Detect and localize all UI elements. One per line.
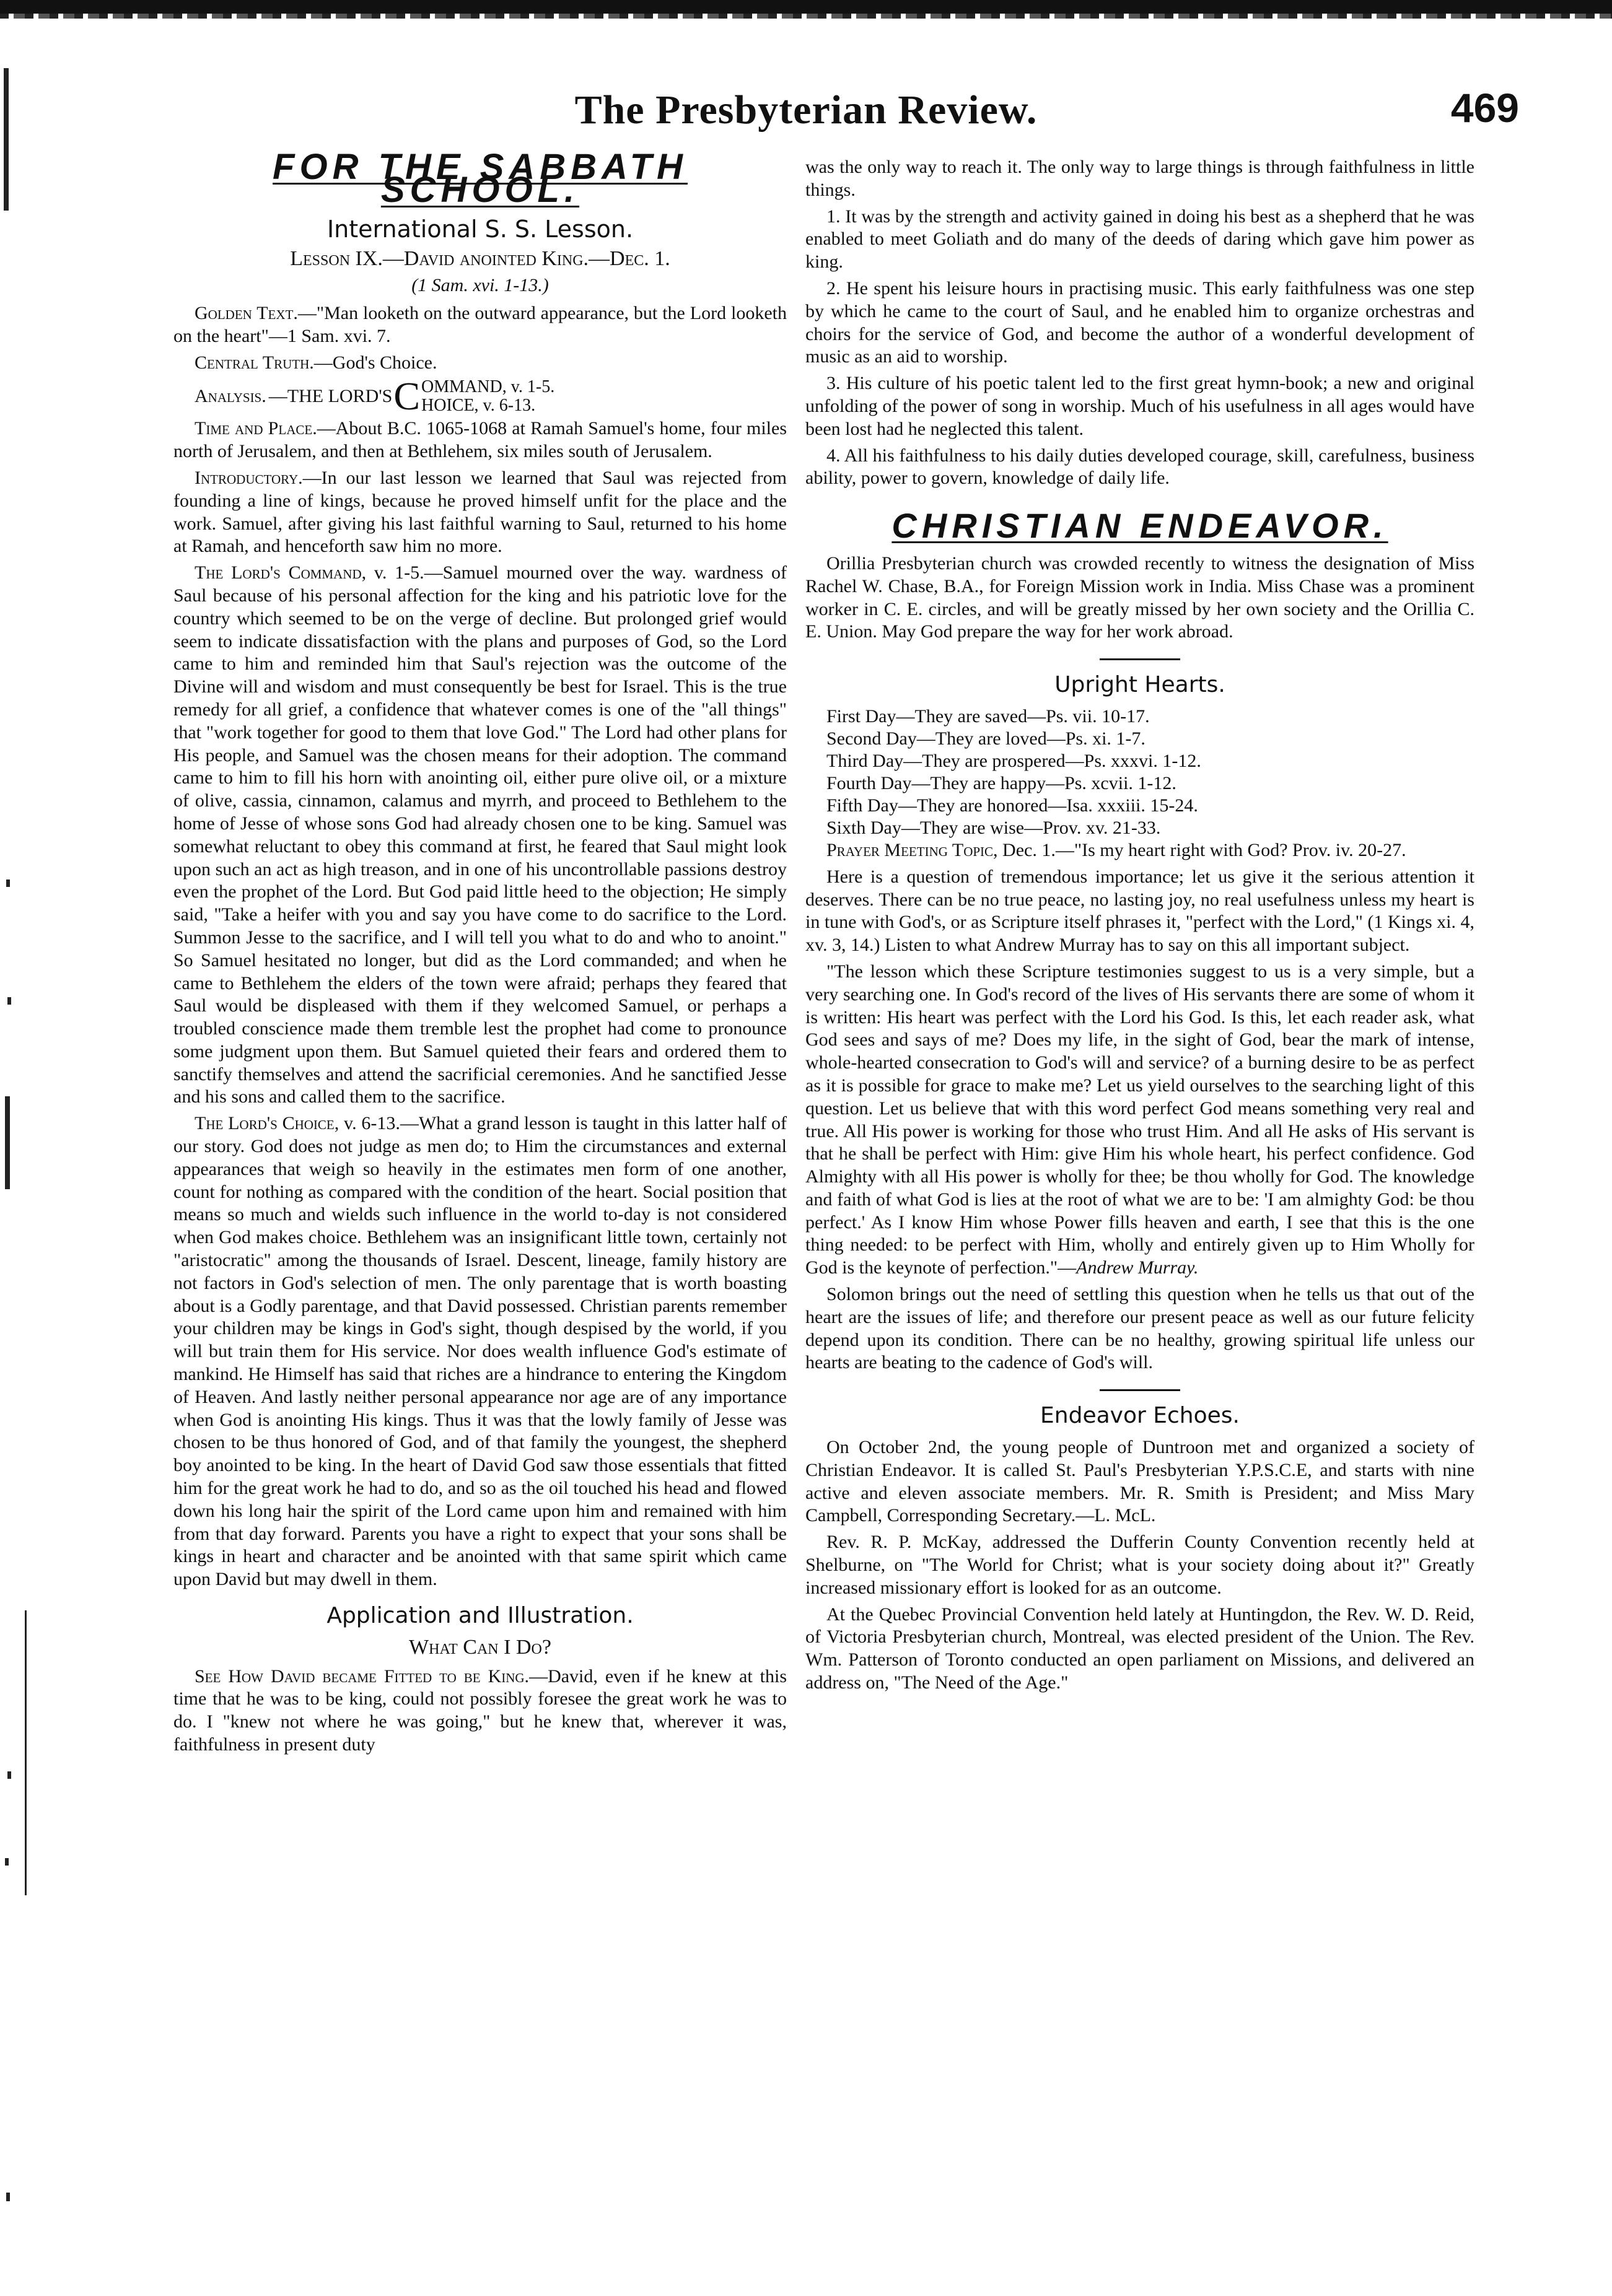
lesson-line: Lesson IX.—David anointed King.—Dec. 1. <box>290 247 670 271</box>
time-body: —About B.C. 1065-1068 at Ramah Samuel's home, four miles north of Jerusalem, and then at Bethlehem, six miles south of Jerusalem. <box>173 418 787 462</box>
divider <box>1100 1389 1180 1391</box>
day-reading: First Day—They are saved—Ps. vii. 10-17. <box>826 705 1150 727</box>
paragraph-solomon: Solomon brings out the need of settling this question when he tells us that out of the heart are the issues of life; and therefore our present peace as well as our future felicity depend upon its condition. There can be no healthy, growing spiritual life unless our hearts are beating to the cadence of God's will. <box>805 1284 1474 1373</box>
central-label: Central Truth. <box>195 352 314 373</box>
upright-hearts-heading: Upright Hearts. <box>1054 672 1225 698</box>
choice-body: v. 6-13.—What a grand lesson is taught in this latter half of our story. God does not judge as men do; to Him the circumstances and external appearances that weigh so heavily in the estimates men form of one another, count for nothing as compared with the condition of the heart. Social position that means so much and wields such influence in the world to-day is not considered when God makes choice. Bethlehem was an insignificant little town, certainly not "aristocratic" among the thousands of Israel. Descent, lineage, family history are not factors in God's selection of men. The only parentage that is worth boasting about is a Godly parentage, and that David possessed. Christian parents remember your children may be kings in God's sight, though despised by the world, if you will but train them for His service. Nor does wealth influence God's estimate of mankind. He Himself has said that riches are a hindrance to entering the Kingdom of Heaven. And lastly neither personal appearance nor age are of any importance when God is anointing His kings. Thus it was that the lowly family of Jesse was chosen to be thus honored of God, and of that family the youngest, the shepherd boy anointed to be king. In the heart of David God saw those essentials that fitted him for the great work he had to do, and so as the oil touched his head and flowed down his long hair the spirit of the Lord came upon him and remained with him from that day forward. Parents you have a right to expect that your sons shall be kings in heart and character and be anointed with that same spirit which came upon David but may dwell in them. <box>173 1113 787 1590</box>
day-reading: Third Day—They are prospered—Ps. xxxvi. 1-12. <box>826 750 1201 771</box>
sabbath-school-title: FOR THE SABBATH SCHOOL. <box>273 147 688 210</box>
see-how-david <box>173 1665 787 1757</box>
see-body: —David, even if he knew at this time that he was to be king, could not possibly foresee the great work he was to do. I "knew not where he was going," but he knew that, wherever it was, faithfulness in present duty <box>173 1665 787 1755</box>
christian-endeavor-title: CHRISTIAN ENDEAVOR. <box>891 506 1388 546</box>
top-scan-border <box>0 14 1612 19</box>
murray-attribution: Andrew Murray. <box>1076 1257 1199 1278</box>
intro-body: —In our last lesson we learned that Saul was rejected from founding a line of kings, because he proved himself unfit for the place and the work. Samuel, after giving his last faithful warning to Saul, returned to his home at Ramah, and henceforth saw him no more. <box>173 467 787 557</box>
right-column <box>805 156 1474 1698</box>
lesson-subhead: International S. S. Lesson. <box>326 215 634 243</box>
lords-command <box>173 562 787 1109</box>
continuation: was the only way to reach it. The only way to large things is through faithfulness in little things. <box>805 157 1474 200</box>
central-body: —God's Choice. <box>313 352 437 373</box>
prayer-label: Prayer Meeting Topic, <box>826 839 998 860</box>
analysis-prefix: —THE LORD'S <box>268 385 393 406</box>
intro-label: Introductory. <box>195 467 303 488</box>
analysis-bottom: HOICE, v. 6-13. <box>421 396 536 416</box>
running-title: The Presbyterian Review. <box>574 87 1038 133</box>
echo-mckay: Rev. R. P. McKay, addressed the Dufferin County Convention recently held at Shelburne, on "The World for Christ; what is your society doing about it?" Greatly increased missionary effort is looked for as an outcome. <box>805 1532 1474 1598</box>
application-subheading: What Can I Do? <box>409 1635 551 1659</box>
day-reading: Second Day—They are loved—Ps. xi. 1-7. <box>826 728 1145 749</box>
murray-body: "The lesson which these Scripture testimonies suggest to us is a very simple, but a very searching one. In God's record of the lives of His servants there are some of whom it is written: His heart was perfect with the Lord his God. Is this, let each reader ask, what God sees and says of me? Does my life, in the sight of God, bear the mark of intense, whole-hearted consecration to God's will and service? of a burning desire to be as perfect as it is possible for grace to make me? Let us yield ourselves to the searching light of this question. Let us believe that with this word perfect God means something very real and true. All His power is working for those who trust Him. And all He asks of His servant is that he shall be perfect with Him: give Him his whole heart, his perfect confidence. God Almighty with all His power is wholly for thee; be thou wholly for God. The knowledge and faith of what God is lies at the root of what we are to be: 'I am almighty God: be thou perfect.' As I know Him whose Power fills heaven and earth, I see that this is the one thing needed: to be perfect with Him, wholly and entirely given up to Him Wholly for God is the keynote of perfection."— <box>805 961 1474 1278</box>
echo-duntroon: On October 2nd, the young people of Duntroon met and organized a society of Christian Endeavor. It is called St. Paul's Presbyterian Y.P.S.C.E, and starts with nine active and eleven associate members. Mr. R. Smith is President; and Miss Mary Campbell, Corresponding Secretary.—L. McL. <box>805 1437 1474 1526</box>
analysis-brace-letter: C <box>393 374 421 419</box>
scripture-ref: (1 Sam. xvi. 1-13.) <box>411 275 549 296</box>
golden-text <box>173 302 787 348</box>
see-label: See How David became Fitted to be King. <box>195 1665 530 1687</box>
point-4: 4. All his faithfulness to his daily duties developed courage, skill, carefulness, business ability, power to govern, knowledge of daily life. <box>805 445 1474 489</box>
left-column <box>173 147 787 1760</box>
analysis-top: OMMAND, v. 1-5. <box>421 377 555 397</box>
top-scan-edge <box>0 0 1612 14</box>
command-label: The Lord's Command, <box>195 562 367 583</box>
day-reading: Fourth Day—They are happy—Ps. xcvii. 1-12. <box>826 772 1176 793</box>
point-1: 1. It was by the strength and activity gained in doing his best as a shepherd that he was enabled to meet Goliath and do many of the deeds of daring which gave him power as king. <box>805 206 1474 273</box>
analysis-stack <box>421 378 554 415</box>
lords-choice <box>173 1112 787 1591</box>
page-header <box>0 87 1612 142</box>
orillia-paragraph: Orillia Presbyterian church was crowded recently to witness the designation of Miss Rachel W. Chase, B.A., for Foreign Mission work in India. Miss Chase was a prominent worker in C. E. circles, and will be greatly missed by her own society and the Orillia C. E. Union. May God prepare the way for her work abroad. <box>805 552 1474 642</box>
analysis-label: Analysis. <box>195 385 266 406</box>
prayer-topic <box>805 839 1474 862</box>
central-truth <box>173 352 787 375</box>
day-reading: Sixth Day—They are wise—Prov. xv. 21-33. <box>826 817 1161 838</box>
time-and-place <box>173 417 787 463</box>
page-number: 469 <box>1450 85 1519 131</box>
endeavor-echoes-heading: Endeavor Echoes. <box>1040 1403 1240 1429</box>
divider <box>1100 658 1180 660</box>
choice-label: The Lord's Choice, <box>195 1113 339 1134</box>
echo-quebec: At the Quebec Provincial Convention held lately at Huntingdon, the Rev. W. D. Reid, of Victoria Presbyterian church, Montreal, was elected president of the Union. The Rev. Wm. Patterson of Toronto conducted an open parliament on Missions, and delivered an address on, "The Need of the Age." <box>805 1604 1474 1693</box>
time-label: Time and Place. <box>195 418 317 439</box>
point-2: 2. He spent his leisure hours in practising music. This early faithfulness was one step by which he came to the court of Saul, and he enabled him to organize orchestras and choirs for the service of God, and become the author of a wonderful development of music as an aid to worship. <box>805 277 1474 367</box>
golden-label: Golden Text. <box>195 302 298 323</box>
daily-readings <box>805 705 1474 839</box>
analysis <box>173 374 787 419</box>
paragraph-question: Here is a question of tremendous importance; let us give it the serious attention it deserves. There can be no true peace, no lasting joy, no real usefulness unless my heart is in tune with God's, or as Scripture itself phrases it, "perfect with the Lord," (1 Kings xi. 4, xv. 3, 14.) Listen to what Andrew Murray has to say on this all important subject. <box>805 866 1474 956</box>
command-body: v. 1-5.—Samuel mourned over the way. wardness of Saul because of his personal affection for the king and his patriotic love for the country which seemed to be on the verge of decline. But prolonged grief would seem to indicate dissatisfaction with the plans and purposes of God, so the Lord came to him and reminded him that Saul's rejection was the outcome of the Divine will and wisdom and must consequently be best for Israel. This is the true remedy for all grief, a confidence that whatever comes is one of the "all things" that "work together for good to them that love God." The Lord had other plans for His people, and Samuel was the chosen means for their adoption. The command came to him to fill his horn with anointing oil, either pure olive oil, or a mixture of olive, cassia, cinnamon, calamus and myrrh, and proceed to Bethlehem to the home of Jesse of whose sons God had already chosen one to be king. Samuel was somewhat reluctant to obey this command at first, he feared that Saul might look upon such an act as high treason, and in one of his uncontrollable passions destroy even the prophet of the Lord. But God paid little heed to the objection; He simply said, "Take a heifer with you and say you have come to do sacrifice to the Lord. Summon Jesse to the sacrifice, and I will tell you what to do and who to anoint." So Samuel hesitated no longer, but did as the Lord commanded; and when he came to Bethlehem the elders of the town were afraid; perhaps they feared that Saul would be displeased with them if they welcomed Samuel, or perhaps a troubled conscience made them tremble lest the prophet had come to pronounce some judgment upon them. But Samuel quieted their fears and ordered them to sanctify themselves and attend the sacrificial ceremonies. And he sanctified Jesse and his sons and called them to the sacrifice. <box>173 562 787 1107</box>
golden-body: —"Man looketh on the outward appearance, but the Lord looketh on the heart"—1 Sam. xvi. 7. <box>173 302 787 346</box>
introductory <box>173 467 787 558</box>
application-heading: Application and Illustration. <box>326 1603 634 1629</box>
point-3: 3. His culture of his poetic talent led to the first great hymn-book; a new and original unfolding of the power of song in worship. Much of his usefulness in all ages would have been lost had he neglected this talent. <box>805 373 1474 439</box>
prayer-body: Dec. 1.—"Is my heart right with God? Prov. iv. 20-27. <box>997 839 1406 860</box>
paragraph-murray <box>805 961 1474 1280</box>
day-reading: Fifth Day—They are honored—Isa. xxxiii. 15-24. <box>826 795 1198 816</box>
